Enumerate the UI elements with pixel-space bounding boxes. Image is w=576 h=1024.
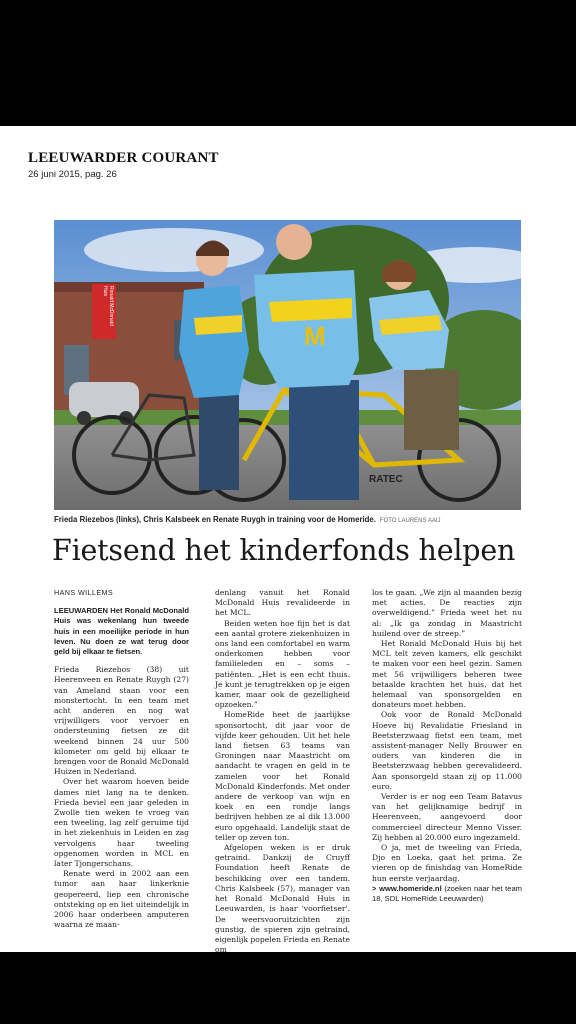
column-3 xyxy=(372,588,522,904)
dateline: 26 juni 2015, pag. 26 xyxy=(28,169,117,180)
svg-text:M: M xyxy=(304,321,326,351)
paragraph: Frieda Riezebos (38) uit Heerenveen en Renate Ruygh (27) van Ameland staan voor een monstertocht. In een team met acht anderen en nog wat vrijwilligers voor vervoer en ondersteuning fietsen ze dit weekend binnen 24 uur 500 kilometer om geld bij elkaar te brengen voor de Ronald McDonald Huizen in Nederland. xyxy=(54,665,189,777)
newspaper-clipping xyxy=(0,126,576,955)
column-2 xyxy=(215,588,350,955)
paragraph: denlang vanuit het Ronald McDonald Huis revalideerde in het MCL. xyxy=(215,588,350,618)
paragraph: Beiden weten hoe fijn het is dat een aantal grotere ziekenhuizen in ons land een comfortabel en warm onderkomen hebben voor familieleden en – soms – patiënten. „Het is een echt thuis. Je kunt je terugtrekken op je eigen kamer, maar ook de gezelligheid opzoeken.” xyxy=(215,618,350,710)
paragraph: los te gaan. „We zijn al maanden bezig met acties. De reacties zijn overweldigend.” Frieda weet het nu al: „Ik ga zondag in Maastricht huilend over de streep.” xyxy=(372,588,522,638)
web-note: (zoeken naar het team 18, SDL HomeRide Leeuwarden) xyxy=(372,883,522,904)
article-photo xyxy=(54,220,521,510)
paragraph: Verder is er nog een Team Batavus van het gelijknamige bedrijf in Heerenveen, aangevoerd door commercieel directeur Menno Visser. Zij hebben al 20.000 euro ingezameld. xyxy=(372,792,522,842)
paragraph: O ja, met de tweeling van Frieda, Djo en Loeka, gaat het prima. Ze vieren op de finishdag van HomeRide hun eerste verjaardag. xyxy=(372,843,522,883)
paragraph: Renate werd in 2002 aan een tumor aan haar linkerknie geopereerd, liep een chronische ontsteking op en liet uiteindelijk in 2006 haar onderbeen amputeren waarna ze maan- xyxy=(54,869,189,930)
web-link[interactable]: > www.homeride.nl xyxy=(372,883,442,893)
paragraph: Over het waarom hoeven beide dames niet lang na te denken. Frieda beviel een jaar geleden in Zwolle tien weken te vroeg van een tweeling, lag zelf geruime tijd in het ziekenhuis in Leiden en zag vervolgens haar tweeling opgenomen worden in MCL en later Tjongerschans. xyxy=(54,777,189,869)
article-headline: Fietsend het kinderfonds helpen xyxy=(52,534,516,567)
photo-caption xyxy=(54,515,521,524)
paragraph: Het Ronald McDonald Huis bij het MCL telt zeven kamers, elk geschikt te maken voor een heel gezin. Samen met 56 vrijwilligers beheren twee betaalde krachten het huis, dat het helemaal van sponsorgelden en donateurs moet hebben. xyxy=(372,639,522,710)
caption-credit: FOTO LAURENS AAIJ xyxy=(379,518,441,524)
byline: HANS WILLEMS xyxy=(54,588,114,597)
masthead: LEEUWARDER COURANT xyxy=(28,150,219,166)
paragraph: HomeRide heet de jaarlijkse sponsortocht, dit jaar voor de vijfde keer gehouden. Uit het hele land fietsen 63 teams van Groningen naar Maastricht om aandacht te vragen en geld in te zamelen voor het Ronald McDonald Kinderfonds. Met onder andere de verkoop van wijn en koek en een rondje langs bedrijven hebben ze al dik 13.000 euro opgehaald. Landelijk staat de teller op zeven ton. xyxy=(215,710,350,842)
web-reference xyxy=(372,884,522,904)
paragraph: Afgelopen weken is er druk getraind. Dankzij de Cruyff Foundation heeft Renate de beschikking over een tandem. Chris Kalsbeek (57), manager van het Ronald McDonald Huis in Leeuwarden, is haar 'voorfietser'. De weersvooruitzichten zijn gunstig, de spieren zijn getraind, eigenlijk popelen Frieda en Renate om xyxy=(215,843,351,955)
paragraph: Ook voor de Ronald McDonald Hoeve bij Revalidatie Friesland in Beetsterzwaag fietst een team, met assistent-manager Nelly Brouwer en ouders van kinderen die in Beetsterzwaag hebben gerevalideerd. Aan sponsorgeld staan zij op 11.000 euro. xyxy=(372,710,522,791)
caption-text: Frieda Riezebos (links), Chris Kalsbeek en Renate Ruygh in training voor de Homeride. xyxy=(54,515,376,524)
lead-paragraph: LEEUWARDEN Het Ronald McDonald Huis was wekenlang hun tweede huis in een moeilijke periode in hun leven. Nu doen ze wat terug door geld bij elkaar te fietsen. xyxy=(54,606,189,657)
building-banner: Ronald McDonald Huis xyxy=(102,286,114,326)
frame-brand: RATEC xyxy=(369,474,403,485)
column-1 xyxy=(54,588,189,931)
